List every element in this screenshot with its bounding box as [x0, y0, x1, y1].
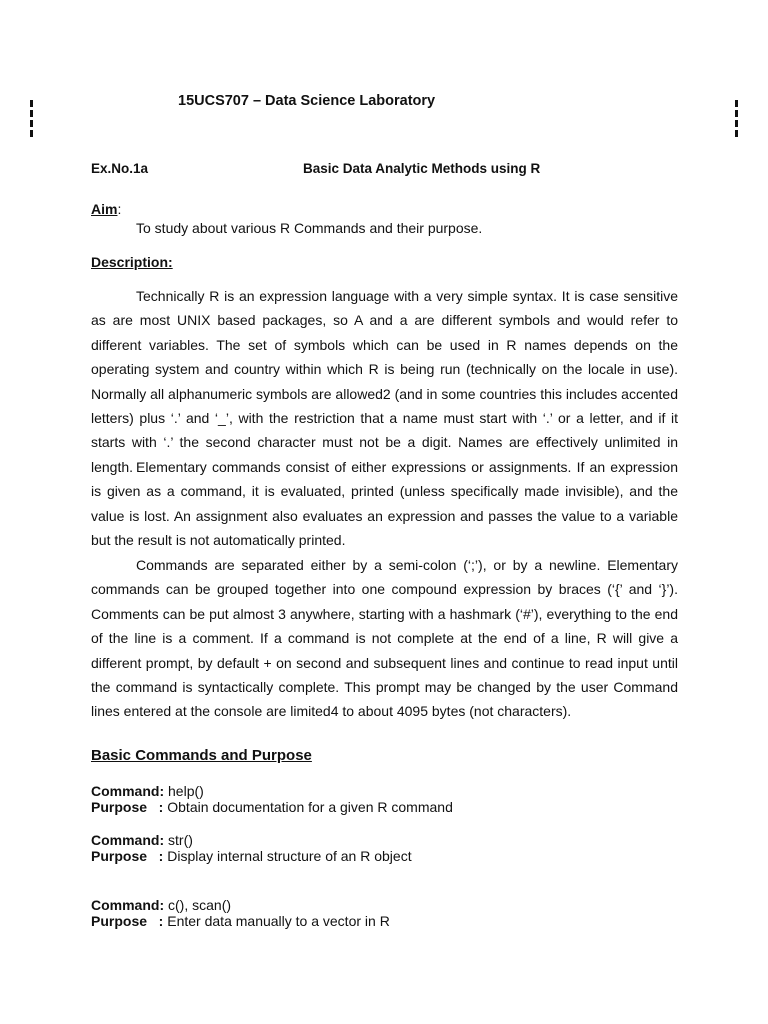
purpose-value: Obtain documentation for a given R command — [167, 799, 453, 815]
basic-commands-heading: Basic Commands and Purpose — [91, 747, 312, 764]
command-label: Command: — [91, 783, 165, 799]
purpose-label: Purpose : — [91, 848, 164, 864]
command-entry — [91, 832, 412, 864]
description-paragraph-3: Commands are separated either by a semi-colon (‘;’), or by a newline. Elementary commands can be grouped together into one compound expression by braces (‘{’ and ‘}’). Comments can be put almost 3 anywhere, starting with a hashmark (‘#’), everything to the end of the line is a comment. If a command is not complete at the end of a line, R will give a different prompt, by default + on second and subsequent lines and continue to read input until the command is syntactically complete. This prompt may be changed by the user Command lines entered at the console are limited4 to about 4095 bytes (not characters). — [91, 557, 678, 720]
aim-heading: Aim: — [91, 201, 122, 217]
description-heading: Description: — [91, 254, 173, 270]
command-label: Command: — [91, 832, 165, 848]
command-entry — [91, 897, 390, 929]
binder-marker-right — [735, 100, 738, 138]
course-title: 15UCS707 – Data Science Laboratory — [178, 93, 436, 109]
description-paragraph-1: Technically R is an expression language with a very simple syntax. It is case sensitive as are most UNIX based packages, so A and a are different symbols and would refer to different variables. The set of symbols which can be used in R names depends on the operating system and country within which R is being run (technically on the locale in use). Normally all alphanumeric symbols are allowed2 (and in some countries this includes accented letters) plus ‘.’ and ‘_’, with the restriction that a name must start with ‘.’ or a letter, and if it starts with ‘.’ the second character must not be a digit. Names are effectively unlimited in length. — [91, 288, 678, 475]
description-paragraph-2: Elementary commands consist of either expressions or assignments. If an expression is given as a command, it is evaluated, printed (unless specifically made invisible), and the value is lost. An assignment also evaluates an expression and passes the value to a variable but the result is not automatically printed. — [91, 459, 678, 549]
command-entry — [91, 783, 453, 815]
command-line — [91, 783, 453, 799]
command-value: c(), scan() — [168, 897, 232, 913]
purpose-value: Enter data manually to a vector in R — [167, 913, 390, 929]
exercise-number: Ex.No.1a — [91, 161, 149, 176]
purpose-label: Purpose : — [91, 799, 164, 815]
command-line — [91, 832, 412, 848]
purpose-line — [91, 799, 453, 815]
purpose-label: Purpose : — [91, 913, 164, 929]
purpose-line — [91, 913, 390, 929]
command-label: Command: — [91, 897, 165, 913]
aim-heading-label: Aim — [91, 201, 118, 217]
exercise-title: Basic Data Analytic Methods using R — [303, 161, 541, 176]
command-value: str() — [168, 832, 193, 848]
command-line — [91, 897, 390, 913]
purpose-line — [91, 848, 412, 864]
purpose-value: Display internal structure of an R object — [167, 848, 412, 864]
aim-text: To study about various R Commands and their purpose. — [136, 220, 483, 236]
binder-marker-left — [30, 100, 33, 138]
command-value: help() — [168, 783, 204, 799]
